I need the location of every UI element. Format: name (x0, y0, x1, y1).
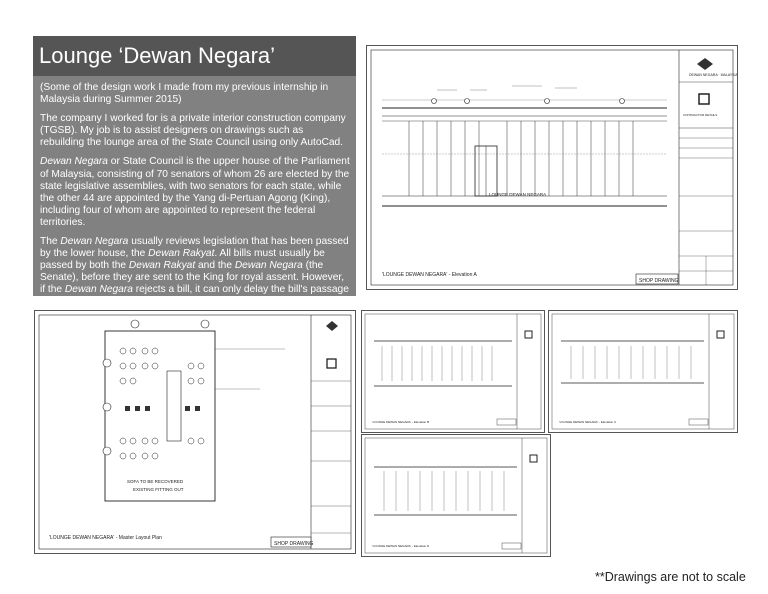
legislation-paragraph: The Dewan Negara usually reviews legislation that has been passed by the lower house, the Dewan Rakyat. All bills must usually be passed by both the Dewan Rakyat and the Dewan Negara (the Senate), before they are sent to the King for royal assent. However, if the Dewan Negara rejects a bill, it can only delay the bill's passage by a maximum of a year before it is sent to the King. Like the Dewan (40, 236, 349, 308)
elevation-d-drawing (362, 435, 550, 556)
plan-title: 'LOUNGE DEWAN NEGARA' - Master Layout Plan (49, 535, 162, 541)
elevation-c-title: 'LOUNGE DEWAN NEGARA' - Elevation C (559, 420, 617, 424)
layout-plan-drawing (35, 311, 355, 553)
plan-shop-drawing: SHOP DRAWING (274, 541, 314, 547)
elevation-c-sheet (548, 310, 738, 433)
elevation-a-label: LOUNGE DEWAN NEGARA (489, 192, 547, 197)
elevation-c-drawing (549, 311, 737, 432)
plan-label: SOFA TO BE RECOVERED (127, 479, 184, 484)
scale-footnote: **Drawings are not to scale (595, 570, 746, 584)
panel-title: Lounge ‘Dewan Negara’ (33, 36, 356, 76)
elevation-b-drawing (362, 311, 544, 432)
elevation-b-sheet (361, 310, 545, 433)
plan-label-2: EXISTING FITTING OUT (133, 487, 184, 492)
svg-text:DEWAN NEGARA · MALAYSIA: DEWAN NEGARA · MALAYSIA (689, 73, 737, 77)
company-paragraph: The company I worked for is a private interior construction company (TGSB). My job is to assist designers on drawings such as rebuilding the lounge area of the State Council using only AutoCad. (40, 113, 346, 149)
elevation-a-sheet (366, 45, 738, 290)
elevation-d-sheet (361, 434, 551, 557)
elevation-b-title: 'LOUNGE DEWAN NEGARA' - Elevation B (372, 420, 430, 424)
elevation-a-drawing (367, 46, 737, 289)
panel-body (33, 76, 356, 333)
elevation-a-shop-drawing: SHOP DRAWING (639, 278, 679, 284)
logo-icon (697, 58, 713, 70)
elevation-a-title: 'LOUNGE DEWAN NEGARA' - Elevation A (382, 272, 477, 278)
logo-icon (326, 321, 338, 331)
svg-text:CONTRACTOR DETAILS: CONTRACTOR DETAILS (683, 113, 718, 117)
elevation-d-title: 'LOUNGE DEWAN NEGARA' - Elevation D (372, 544, 430, 548)
intro-paragraph: (Some of the design work I made from my previous internship in Malaysia during Summer 2015) (40, 82, 329, 106)
description-panel (33, 36, 356, 308)
layout-plan-sheet (34, 310, 356, 554)
dewan-negara-paragraph: Dewan Negara or State Council is the upper house of the Parliament of Malaysia, consisting of 70 senators of whom 26 are elected by the state legislative assemblies, with two senators for each state, while the other 44 are appointed by the Yang di-Pertuan Agong (King), including four of whom are appointed to represent the federal territories. (40, 156, 350, 228)
